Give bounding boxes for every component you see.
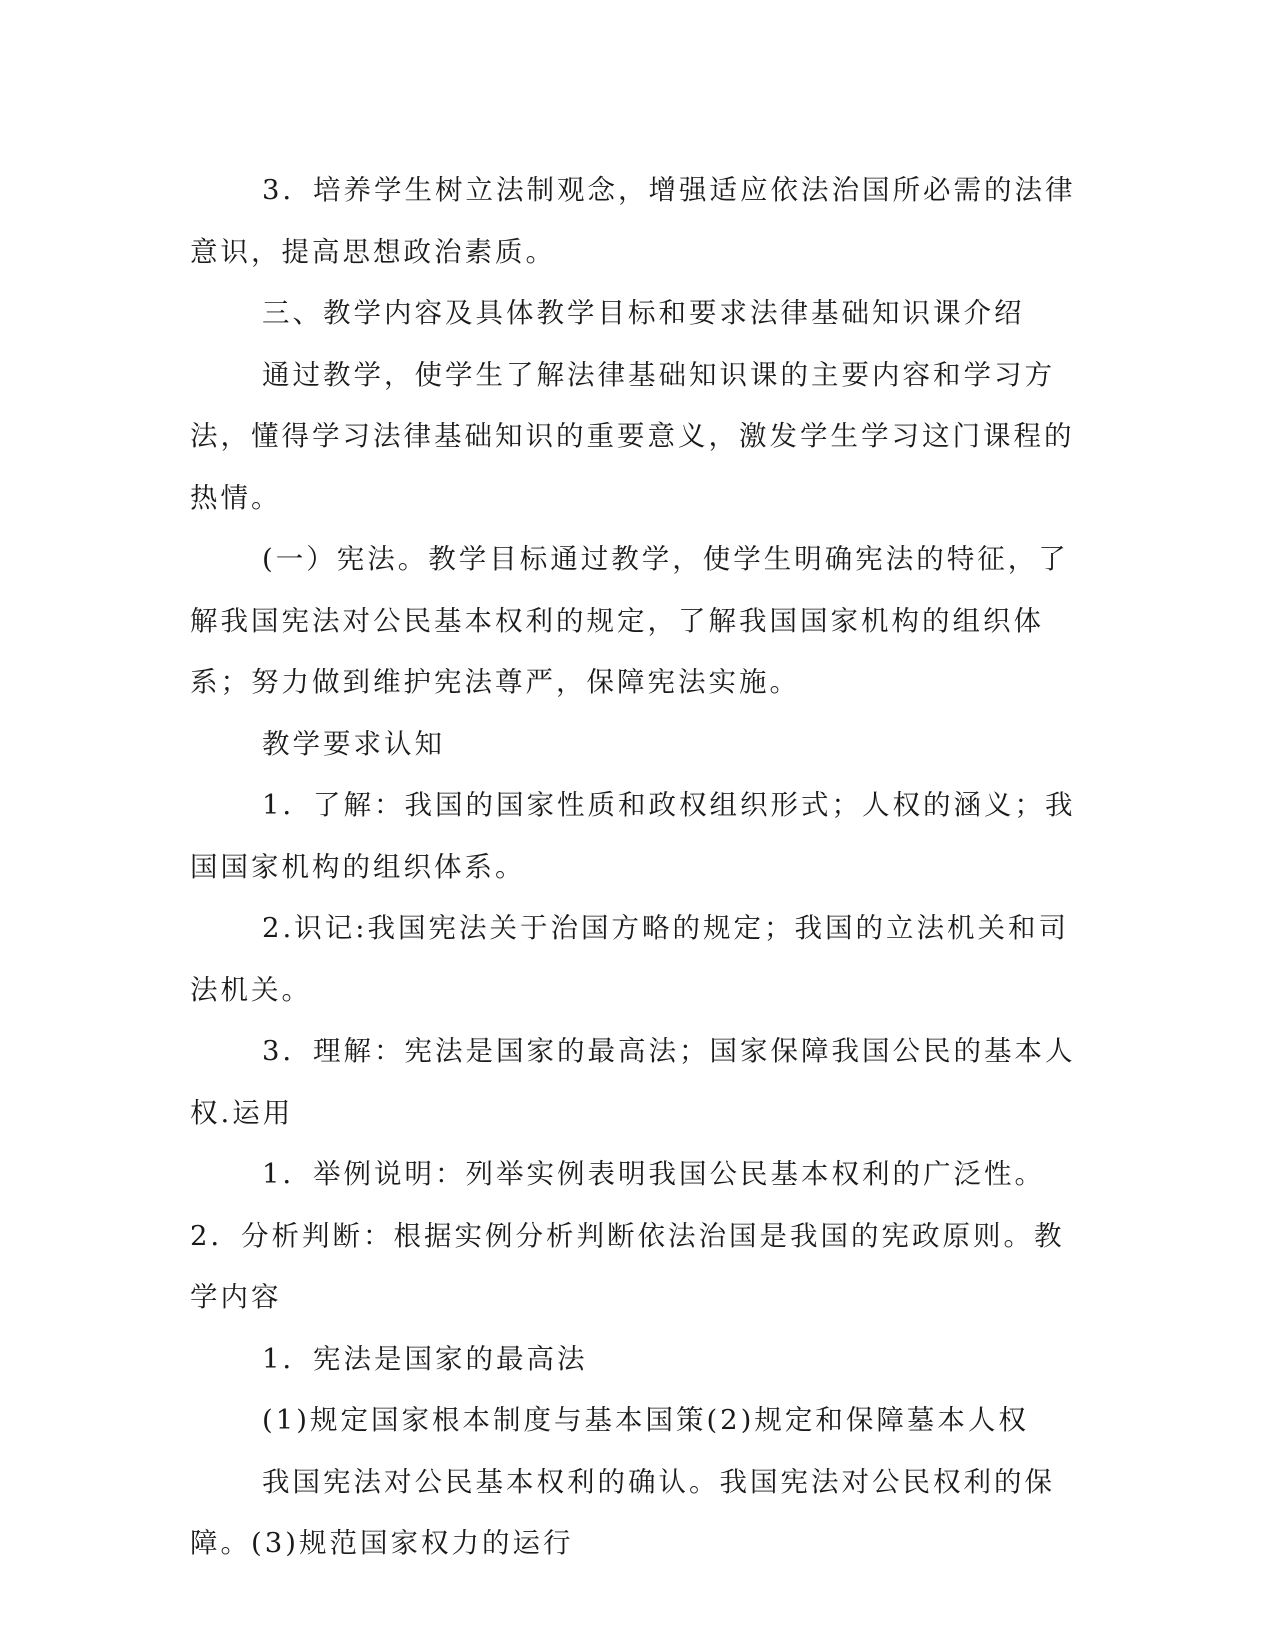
paragraph-memorize-2: 2.识记:我国宪法关于治国方略的规定；我国的立法机关和司法机关。 [190,912,1070,1006]
document-body [190,160,1080,1575]
paragraph-rights-protection: 我国宪法对公民基本权利的确认。我国宪法对公民权利的保障。(3)规范国家权力的运行 [190,1465,1055,1559]
paragraph-provisions: (1)规定国家根本制度与基本国策(2)规定和保障墓本人权 [262,1404,1029,1436]
paragraph-examples-analysis: 1．举例说明：列举实例表明我国公民基本权利的广泛性。2．分析判断：根据实例分析判断依法治国是我国的宪政原则。教学内容 [190,1158,1065,1313]
paragraph-supreme-law: 1．宪法是国家的最高法 [262,1342,588,1375]
paragraph-goal-3: 3．培养学生树立法制观念，增强适应依法治国所必需的法律意识，提高思想政治素质。 [190,174,1076,268]
paragraph-cognition-heading: 教学要求认知 [262,727,445,760]
section-heading-teaching-content: 三、教学内容及具体教学目标和要求法律基础知识课介绍 [262,297,1025,329]
paragraph-understand-1: 1．了解：我国的国家性质和政权组织形式；人权的涵义；我国国家机构的组织体系。 [190,789,1076,883]
paragraph-course-intro: 通过教学，使学生了解法律基础知识课的主要内容和学习方法，懂得学习法律基础知识的重要意义，激发学生学习这门课程的热情。 [190,358,1075,514]
paragraph-constitution-goal: (一）宪法。教学目标通过教学，使学生明确宪法的特征，了解我国宪法对公民基本权利的规定，了解我国国家机构的组织体系；努力做到维护宪法尊严，保障宪法实施。 [190,543,1069,698]
paragraph-comprehend-3: 3．理解：宪法是国家的最高法；国家保障我国公民的基本人权.运用 [190,1035,1076,1129]
